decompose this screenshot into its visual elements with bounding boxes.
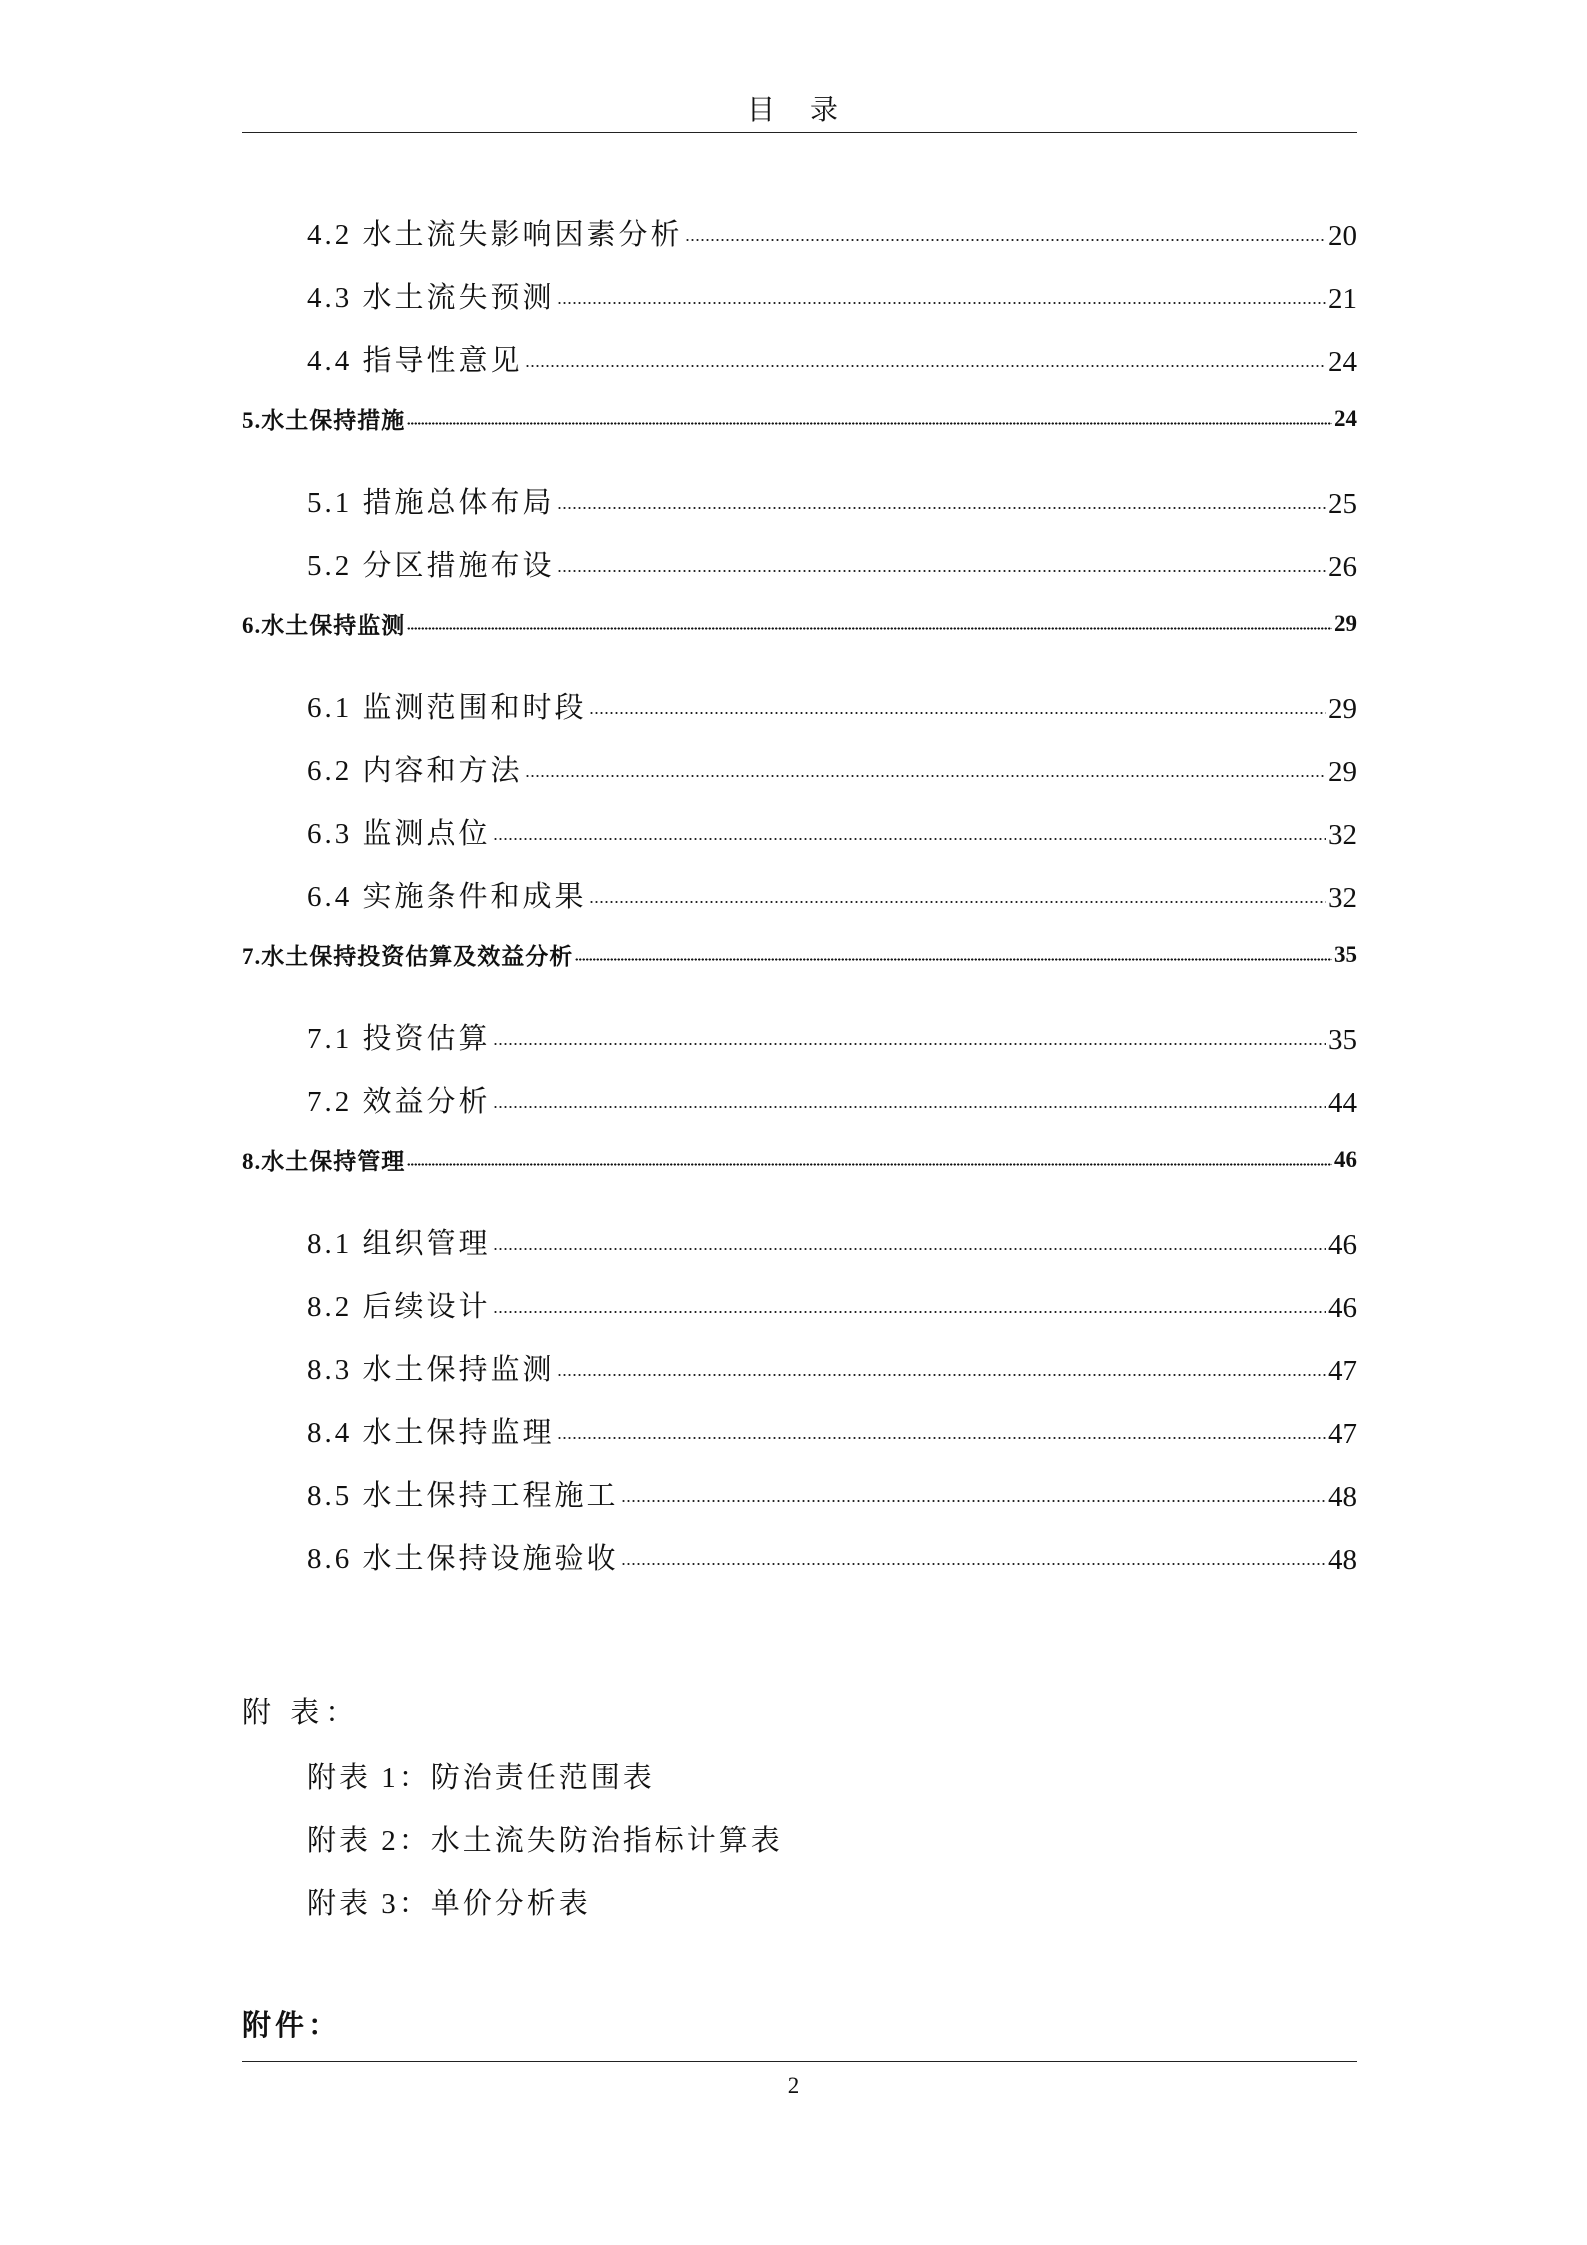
toc-entry-page-number: 46 [1334, 1146, 1357, 1172]
toc-entry-label: 8.1 组织管理 [307, 1228, 491, 1260]
footer-rule [242, 2061, 1357, 2062]
toc-entry-label: 8.5 水土保持工程施工 [307, 1480, 619, 1512]
toc-entry-label: 6.水土保持监测 [242, 613, 406, 638]
page-number: 2 [787, 2073, 800, 2098]
toc-dot-leader [493, 836, 1326, 842]
toc-dot-leader [621, 1498, 1326, 1504]
toc-entry-page-number: 44 [1328, 1087, 1357, 1119]
toc-dot-leader [557, 300, 1326, 306]
toc-section-entry[interactable] [242, 253, 1357, 316]
toc-section-entry[interactable] [242, 1388, 1357, 1451]
attachments-heading: 附件： [242, 2010, 342, 2042]
toc-dot-leader [525, 363, 1326, 369]
toc-entry-label: 6.3 监测点位 [307, 818, 491, 850]
toc-dot-leader [407, 1162, 1332, 1167]
toc-entry-label: 6.2 内容和方法 [307, 755, 523, 787]
toc-entry-page-number: 35 [1334, 941, 1357, 967]
page-header [242, 90, 1357, 133]
toc-entry-page-number: 21 [1328, 283, 1357, 315]
toc-entry-page-number: 24 [1334, 405, 1357, 431]
toc-section-entry[interactable] [242, 316, 1357, 379]
toc-entry-label: 8.4 水土保持监理 [307, 1417, 555, 1449]
appendix-tables-section [242, 1690, 1357, 1936]
toc-section-entry[interactable] [242, 1199, 1357, 1262]
toc-chapter-entry[interactable] [242, 379, 1357, 458]
toc-dot-leader [685, 237, 1326, 243]
toc-dot-leader [407, 626, 1332, 631]
toc-section-entry[interactable] [242, 1262, 1357, 1325]
toc-entry-label: 8.水土保持管理 [242, 1149, 406, 1174]
toc-dot-leader [589, 710, 1326, 716]
toc-entry-page-number: 24 [1328, 346, 1357, 378]
toc-dot-leader [493, 1104, 1326, 1110]
appendix-item: 附表 3：单价分析表 [307, 1888, 591, 1920]
toc-entry-label: 4.3 水土流失预测 [307, 282, 555, 314]
toc-section-entry[interactable] [242, 994, 1357, 1057]
toc-section-entry[interactable] [242, 1057, 1357, 1120]
appendix-heading: 附 表： [242, 1697, 361, 1729]
toc-dot-leader [493, 1246, 1326, 1252]
toc-entry-label: 8.3 水土保持监测 [307, 1354, 555, 1386]
toc-entry-label: 7.2 效益分析 [307, 1086, 491, 1118]
toc-dot-leader [557, 505, 1326, 511]
toc-dot-leader [589, 899, 1326, 905]
toc-section-entry[interactable] [242, 458, 1357, 521]
toc-entry-label: 6.1 监测范围和时段 [307, 692, 587, 724]
toc-entry-page-number: 29 [1328, 693, 1357, 725]
toc-dot-leader [493, 1041, 1326, 1047]
toc-entry-label: 7.1 投资估算 [307, 1023, 491, 1055]
toc-entry-page-number: 47 [1328, 1418, 1357, 1450]
table-of-contents [242, 190, 1357, 1577]
toc-entry-page-number: 29 [1334, 610, 1357, 636]
toc-entry-page-number: 32 [1328, 882, 1357, 914]
toc-dot-leader [493, 1309, 1326, 1315]
toc-dot-leader [575, 957, 1332, 962]
toc-dot-leader [557, 568, 1326, 574]
toc-entry-page-number: 20 [1328, 220, 1357, 252]
toc-entry-page-number: 47 [1328, 1355, 1357, 1387]
toc-entry-label: 8.6 水土保持设施验收 [307, 1543, 619, 1575]
toc-entry-page-number: 26 [1328, 551, 1357, 583]
toc-section-entry[interactable] [242, 789, 1357, 852]
toc-entry-label: 6.4 实施条件和成果 [307, 881, 587, 913]
toc-section-entry[interactable] [242, 190, 1357, 253]
toc-entry-page-number: 29 [1328, 756, 1357, 788]
toc-entry-label: 5.水土保持措施 [242, 408, 406, 433]
toc-section-entry[interactable] [242, 1325, 1357, 1388]
toc-chapter-entry[interactable] [242, 584, 1357, 663]
toc-entry-label: 4.4 指导性意见 [307, 345, 523, 377]
toc-section-entry[interactable] [242, 726, 1357, 789]
header-title: 目 录 [746, 95, 852, 126]
toc-entry-label: 8.2 后续设计 [307, 1291, 491, 1323]
toc-dot-leader [407, 421, 1332, 426]
toc-entry-page-number: 25 [1328, 488, 1357, 520]
toc-entry-label: 7.水土保持投资估算及效益分析 [242, 944, 574, 969]
toc-entry-label: 5.2 分区措施布设 [307, 550, 555, 582]
toc-dot-leader [621, 1561, 1326, 1567]
toc-dot-leader [557, 1372, 1326, 1378]
toc-dot-leader [557, 1435, 1326, 1441]
appendix-item: 附表 1：防治责任范围表 [307, 1762, 655, 1794]
toc-dot-leader [525, 773, 1326, 779]
toc-entry-page-number: 32 [1328, 819, 1357, 851]
toc-entry-page-number: 48 [1328, 1481, 1357, 1513]
toc-chapter-entry[interactable] [242, 1120, 1357, 1199]
toc-chapter-entry[interactable] [242, 915, 1357, 994]
toc-section-entry[interactable] [242, 1514, 1357, 1577]
toc-entry-page-number: 46 [1328, 1229, 1357, 1261]
toc-entry-label: 5.1 措施总体布局 [307, 487, 555, 519]
toc-entry-page-number: 35 [1328, 1024, 1357, 1056]
toc-section-entry[interactable] [242, 1451, 1357, 1514]
appendix-item: 附表 2：水土流失防治指标计算表 [307, 1825, 783, 1857]
toc-entry-page-number: 46 [1328, 1292, 1357, 1324]
toc-entry-label: 4.2 水土流失影响因素分析 [307, 219, 683, 251]
toc-section-entry[interactable] [242, 663, 1357, 726]
toc-entry-page-number: 48 [1328, 1544, 1357, 1576]
toc-section-entry[interactable] [242, 521, 1357, 584]
toc-section-entry[interactable] [242, 852, 1357, 915]
